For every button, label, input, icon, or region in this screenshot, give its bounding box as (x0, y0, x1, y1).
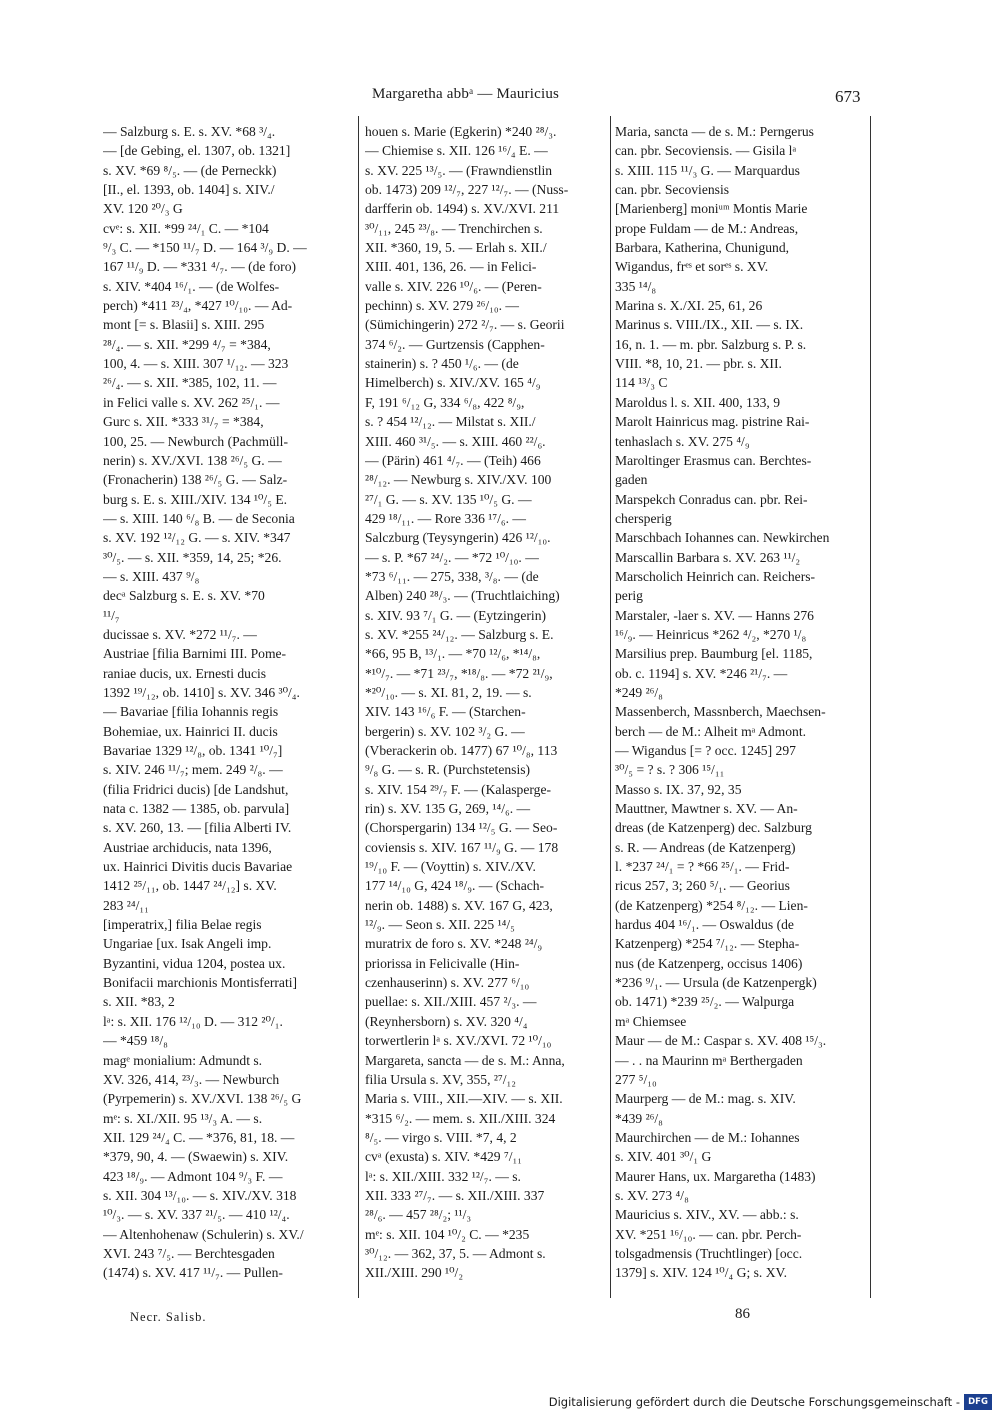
text-line: Bonifacii marchionis Montisferrati] (103, 975, 298, 991)
text-line: ob. 1473) 209 ¹²/₇, 227 ¹²/₇. — (Nuss- (365, 182, 569, 198)
column-divider-3 (870, 116, 871, 1298)
text-line: (de Katzenperg) *254 ⁸/₁₂. — Lien- (615, 897, 808, 913)
text-line: lᵃ: s. XII. 176 ¹²/₁₀ D. — 312 ²⁰/₁. (103, 1013, 283, 1029)
text-line: Marspekch Conradus can. pbr. Rei- (615, 491, 808, 507)
text-line: magᵉ monialium: Admundt s. (103, 1052, 263, 1068)
text-line: (Sümichingerin) 272 ²/₇. — s. Georii (365, 317, 565, 333)
footer-signature-left: Necr. Salisb. (130, 1310, 207, 1324)
text-line: *²⁰/₁₀. — s. XI. 81, 2, 19. — s. (365, 684, 532, 700)
text-line: XV. *251 ¹⁶/₁₀. — can. pbr. Perch- (615, 1226, 802, 1242)
text-line: Maur — de M.: Caspar s. XV. 408 ¹⁵/₃. (615, 1033, 827, 1049)
text-line: pechinn) s. XV. 279 ²⁶/₁₀. — (365, 298, 519, 314)
text-column-3 (615, 122, 868, 1283)
text-line: ob. 1471) *239 ²⁵/₂. — Walpurga (615, 994, 795, 1010)
text-line: priorissa in Felicivalle (Hin- (365, 955, 520, 971)
text-line: XIII. 401, 136, 26. — in Felici- (365, 259, 537, 275)
text-line: Masso s. IX. 37, 92, 35 (615, 781, 742, 797)
text-line: ³⁰/₅ = ? s. ? 306 ¹⁵/₁₁ (615, 762, 725, 778)
text-line: ³⁰/₁₂. — 362, 37, 5. — Admont s. (365, 1245, 546, 1261)
text-line: in Felici valle s. XV. 262 ²⁵/₁. — (103, 394, 280, 410)
text-line: mᵃ Chiemsee (615, 1013, 687, 1029)
text-line: chersperig (615, 510, 672, 526)
text-line: s. XII. 304 ¹³/₁₀. — s. XIV./XV. 318 (103, 1187, 297, 1203)
text-line: dreas (de Katzenperg) dec. Salzburg (615, 820, 812, 836)
text-line: nata c. 1382 — 1385, ob. parvula] (103, 801, 290, 817)
text-line: Wigandus, frᵉˢ et sorᵉˢ s. XV. (615, 259, 769, 275)
text-line: Maurperg — de M.: mag. s. XIV. (615, 1091, 796, 1107)
text-line: XV. 326, 414, ²³/₃. — Newburch (103, 1071, 280, 1087)
text-line: ob. c. 1194] s. XV. *246 ²¹/₇. — (615, 665, 788, 681)
text-line: XII./XIII. 290 ¹⁰/₂ (365, 1265, 464, 1281)
text-line: *379, 90, 4. — (Swaewin) s. XIV. (103, 1149, 289, 1165)
text-line: s. XIII. 115 ¹¹/₃ G. — Marquardus (615, 162, 800, 178)
text-line: Marschbach Iohannes can. Newkirchen (615, 530, 830, 546)
text-line: Byzantini, vidua 1204, postea ux. (103, 955, 286, 971)
text-line: decᵃ Salzburg s. E. s. XV. *70 (103, 588, 265, 604)
text-line: ¹²/₉. — Seon s. XII. 225 ¹⁴/₅ (365, 917, 515, 933)
text-line: (Chorspergarin) 134 ¹²/₅ G. — Seo- (365, 820, 558, 836)
text-line: nerin ob. 1488) s. XV. 167 G, 423, (365, 897, 553, 913)
text-line: s. XV. *255 ²⁴/₁₂. — Salzburg s. E. (365, 626, 554, 642)
text-line: 16, n. 1. — m. pbr. Salzburg s. P. s. (615, 336, 807, 352)
text-line: s. XV. 192 ¹²/₁₂ G. — s. XIV. *347 (103, 530, 291, 546)
text-line: Himelberch) s. XIV./XV. 165 ⁴/₉ (365, 375, 541, 391)
text-line: ²⁷/₁ G. — s. XV. 135 ¹⁰/₅ G. — (365, 491, 532, 507)
text-line: 374 ⁶/₂. — Gurtzensis (Capphen- (365, 336, 545, 352)
text-line: ²⁸/₆. — 457 ²⁸/₂; ¹¹/₃ (365, 1207, 472, 1223)
text-line: ux. Hainrici Divitis ducis Bavariae (103, 859, 293, 875)
text-line: Maria s. VIII., XII.—XIV. — s. XII. (365, 1091, 563, 1107)
text-line: perch) *411 ²³/₄, *427 ¹⁰/₁₀. — Ad- (103, 298, 293, 314)
text-line: VIII. *8, 10, 21. — pbr. s. XII. (615, 356, 782, 372)
text-line: 177 ¹⁴/₁₀ G, 424 ¹⁸/₉. — (Schach- (365, 878, 545, 894)
text-line: s. XII. *83, 2 (103, 994, 175, 1010)
text-line: darfferin ob. 1494) s. XV./XVI. 211 (365, 201, 560, 217)
text-line: *73 ⁶/₁₁. — 275, 338, ³/₈. — (de (365, 568, 539, 584)
text-line: rin) s. XV. 135 G, 269, ¹⁴/₆. — (365, 801, 531, 817)
text-line: (Fronacherin) 138 ²⁶/₅ G. — Salz- (103, 472, 288, 488)
text-line: Austriae [filia Barnimi III. Pome- (103, 646, 287, 662)
text-line: *66, 95 B, ¹³/₁. — *70 ¹²/₆, *¹⁴/₈, (365, 646, 541, 662)
text-line: (Vberackerin ob. 1477) 67 ¹⁰/₈, 113 (365, 743, 558, 758)
text-line: Bavariae 1329 ¹²/₈, ob. 1341 ¹⁰/₇] (103, 743, 283, 758)
text-line: — Altenhohenaw (Schulerin) s. XV./ (103, 1226, 304, 1242)
text-line: Maurchirchen — de M.: Iohannes (615, 1129, 800, 1145)
text-line: houen s. Marie (Egkerin) *240 ²⁸/₃. (365, 124, 557, 139)
text-line: Maroldus l. s. XII. 400, 133, 9 (615, 394, 781, 410)
text-line: perig (615, 588, 643, 604)
text-line: can. pbr. Secoviensis. — Gisila lᵃ (615, 143, 797, 159)
text-line: Gurc s. XII. *333 ³¹/₇ = *384, (103, 414, 264, 430)
text-line: ducissae s. XV. *272 ¹¹/₇. — (103, 626, 257, 642)
running-head (0, 82, 1000, 110)
text-column-1 (103, 122, 351, 1283)
text-line: [Marienberg] moniᵘᵐ Montis Marie (615, 201, 808, 217)
text-line: Bohemiae, ux. Hainrici II. ducis (103, 723, 278, 739)
text-line: mont [= s. Blasii] s. XIII. 295 (103, 317, 265, 333)
text-line: *249 ²⁶/₈ (615, 684, 663, 700)
text-line: ²⁸/₄. — s. XII. *299 ⁴/₇ = *384, (103, 336, 271, 352)
text-line: 100, 25. — Newburch (Pachmüll- (103, 433, 288, 449)
text-line: s. XV. *69 ⁸/₅. — (de Perneckk) (103, 162, 277, 178)
text-line: (Reynhersborn) s. XV. 320 ⁴/₄ (365, 1013, 528, 1029)
text-line: nerin) s. XV./XVI. 138 ²⁶/₅ G. — (103, 452, 282, 468)
text-line: 277 ⁵/₁₀ (615, 1071, 657, 1087)
text-line: Marstaler, -laer s. XV. — Hanns 276 (615, 607, 814, 623)
text-line: — Wigandus [= ? occ. 1245] 297 (615, 743, 796, 758)
text-line: ⁹/₃ C. — *150 ¹¹/₇ D. — 164 ³/₉ D. — (103, 240, 307, 256)
text-line: — Chiemise s. XII. 126 ¹⁶/₄ E. — (365, 143, 548, 159)
text-line: s. XIV. 93 ⁷/₁ G. — (Eytzingerin) (365, 607, 547, 623)
text-line: s. XV. 260, 13. — [filia Alberti IV. (103, 820, 292, 836)
text-line: XIII. 460 ³¹/₅. — s. XIII. 460 ²²/₆. (365, 433, 546, 449)
text-line: bergerin) s. XV. 102 ³/₂ G. — (365, 723, 525, 739)
text-line: — s. XIII. 437 ⁹/₈ (103, 568, 200, 584)
text-line: gaden (615, 472, 648, 488)
text-line: ³⁰/₅. — s. XII. *359, 14, 25; *26. (103, 549, 282, 565)
text-line: burg s. E. s. XIII./XIV. 134 ¹⁰/₅ E. (103, 491, 288, 507)
text-line: hardus 404 ¹⁶/₁. — Oswaldus (de (615, 917, 794, 933)
text-line: 1392 ¹⁹/₁₂, ob. 1410] s. XV. 346 ³⁰/₄. (103, 684, 300, 700)
text-line: Mauricius s. XIV., XV. — abb.: s. (615, 1207, 799, 1223)
text-line: cvᵃ (exusta) s. XIV. *429 ⁷/₁₁ (365, 1149, 522, 1165)
page-number: 673 (835, 87, 861, 106)
text-line: torwertlerin lᵃ s. XV./XVI. 72 ¹⁰/₁₀ (365, 1033, 552, 1049)
text-line: s. R. — Andreas (de Katzenperg) (615, 839, 796, 855)
text-line: ³⁰/₁₁, 245 ²³/₈. — Trenchirchen s. (365, 220, 543, 236)
text-line: — Salzburg s. E. s. XV. *68 ³/₄. (103, 124, 276, 139)
text-line: tolsgadmensis (Truchtlinger) [occ. (615, 1245, 803, 1261)
text-line: s. ? 454 ¹²/₁₂. — Milstat s. XII./ (365, 414, 536, 430)
text-line: (1474) s. XV. 417 ¹¹/₇. — Pullen- (103, 1265, 283, 1281)
text-line: — s. XIII. 140 ⁶/₈ B. — de Seconia (103, 510, 295, 526)
funding-text: Digitalisierung gefördert durch die Deutsche Forschungsgemeinschaft - (548, 1395, 960, 1409)
text-line: Marscholich Heinrich can. Reichers- (615, 568, 816, 584)
text-line: Maroltinger Erasmus can. Berchtes- (615, 452, 812, 468)
text-line: Margareta, sancta — de s. M.: Anna, (365, 1052, 565, 1068)
text-line: 283 ²⁴/₁₁ (103, 897, 149, 913)
text-line: 1379] s. XIV. 124 ¹⁰/₄ G; s. XV. (615, 1265, 787, 1281)
text-line: (Pyrpemerin) s. XV./XVI. 138 ²⁶/₅ G (103, 1091, 302, 1107)
text-line: Marolt Hainricus mag. pistrine Rai- (615, 414, 810, 430)
text-line: *¹⁰/₇. — *71 ²³/₇, *¹⁸/₈. — *72 ²¹/₉, (365, 665, 553, 681)
text-line: mᵉ: s. XII. 104 ¹⁰/₂ C. — *235 (365, 1226, 530, 1242)
text-line: XVI. 243 ⁷/₅. — Berchtesgaden (103, 1245, 275, 1261)
text-line: Alben) 240 ²⁸/₃. — (Truchtlaiching) (365, 588, 560, 604)
text-line: — [de Gebing, el. 1307, ob. 1321] (103, 143, 291, 159)
funding-bar (0, 1392, 1000, 1417)
text-line: *315 ⁶/₂. — mem. s. XII./XIII. 324 (365, 1110, 556, 1126)
text-line: s. XIV. 246 ¹¹/₇; mem. 249 ²/₈. — (103, 762, 283, 778)
text-line: raniae ducis, ux. Ernesti ducis (103, 665, 267, 681)
text-line: 167 ¹¹/₉ D. — *331 ⁴/₇. — (de foro) (103, 259, 297, 275)
text-line: ²⁶/₄. — s. XII. *385, 102, 11. — (103, 375, 277, 391)
text-line: ¹⁰/₃. — s. XV. 337 ²¹/₅. — 410 ¹²/₄. (103, 1207, 290, 1223)
text-line: XII. 333 ²⁷/₇. — s. XII./XIII. 337 (365, 1187, 545, 1203)
text-line: prope Fuldam — de M.: Andreas, (615, 220, 799, 236)
text-line: lᵃ: s. XII./XIII. 332 ¹²/₇. — s. (365, 1168, 521, 1184)
text-line: Marscallin Barbara s. XV. 263 ¹¹/₂ (615, 549, 801, 565)
text-line: — *459 ¹⁸/₈ (103, 1033, 168, 1049)
text-line: 100, 4. — s. XIII. 307 ¹/₁₂. — 323 (103, 356, 289, 372)
text-line: ¹⁶/₉. — Heinricus *262 ⁴/₂, *270 ¹/₈ (615, 626, 807, 642)
text-line: 1412 ²⁵/₁₁, ob. 1447 ²⁴/₁₂] s. XV. (103, 878, 277, 894)
text-line: ricus 257, 3; 260 ⁵/₁. — Georius (615, 878, 790, 894)
text-line: nus (de Katzenperg, occisus 1406) (615, 955, 803, 971)
text-line: ⁸/₅. — virgo s. VIII. *7, 4, 2 (365, 1129, 517, 1145)
text-line: 114 ¹³/₃ C (615, 375, 668, 391)
text-line: 429 ¹⁸/₁₁. — Rore 336 ¹⁷/₆. — (365, 510, 526, 526)
text-line: — s. P. *67 ²⁴/₂. — *72 ¹⁰/₁₀. — (365, 549, 539, 565)
text-line: mᵉ: s. XI./XII. 95 ¹³/₃ A. — s. (103, 1110, 263, 1126)
text-line: can. pbr. Secoviensis (615, 182, 730, 198)
text-line: [II., el. 1393, ob. 1404] s. XIV./ (103, 182, 275, 198)
text-line: cvᵉ: s. XII. *99 ²⁴/₁ C. — *104 (103, 220, 269, 236)
text-line: ¹¹/₇ (103, 607, 120, 623)
text-line: Maria, sancta — de s. M.: Perngerus (615, 124, 814, 139)
text-line: valle s. XIV. 226 ¹⁰/₆. — (Peren- (365, 278, 542, 294)
text-column-2 (365, 122, 612, 1283)
text-line: Katzenperg) *254 ⁷/₁₂. — Stepha- (615, 936, 800, 952)
text-line: XII. *360, 19, 5. — Erlah s. XII./ (365, 240, 547, 256)
text-line: filia Ursula s. XV, 355, ²⁷/₁₂ (365, 1071, 516, 1087)
text-line: *439 ²⁶/₈ (615, 1110, 663, 1126)
text-line: — Bavariae [filia Iohannis regis (103, 704, 279, 720)
text-line: Massenberch, Massnberch, Maechsen- (615, 704, 826, 720)
text-line: l. *237 ²⁴/₁ = ? *66 ²⁵/₁. — Frid- (615, 859, 790, 875)
text-line: XIV. 143 ¹⁶/₆ F. — (Starchen- (365, 704, 526, 720)
text-line: ²⁸/₁₂. — Newburg s. XIV./XV. 100 (365, 472, 552, 488)
text-line: Austriae archiducis, nata 1396, (103, 839, 272, 855)
text-line: coviensis s. XIV. 167 ¹¹/₉ G. — 178 (365, 839, 559, 855)
text-line: XII. 129 ²⁴/₄ C. — *376, 81, 18. — (103, 1129, 295, 1145)
text-line: s. XIV. 401 ³⁰/₁ G (615, 1149, 712, 1165)
text-line: s. XIV. 154 ²⁹/₇ F. — (Kalasperge- (365, 781, 552, 797)
dfg-logo: DFG (964, 1394, 992, 1410)
footer-signature-number: 86 (735, 1306, 750, 1322)
column-divider-1 (358, 116, 359, 1298)
text-line: czenhauserinn) s. XV. 277 ⁶/₁₀ (365, 975, 530, 991)
text-line: 335 ¹⁴/₈ (615, 278, 657, 294)
text-line: s. XV. 225 ¹³/₅. — (Frawndienstlin (365, 162, 553, 178)
text-line: *236 ⁹/₁. — Ursula (de Katzenpergk) (615, 975, 817, 991)
text-line: puellae: s. XII./XIII. 457 ²/₃. — (365, 994, 537, 1010)
text-line: tenhaslach s. XV. 275 ⁴/₉ (615, 433, 750, 449)
text-line: [imperatrix,] filia Belae regis (103, 917, 262, 933)
text-line: Ungariae [ux. Isak Angeli imp. (103, 936, 272, 952)
text-line: (filia Fridrici ducis) [de Landshut, (103, 781, 289, 797)
text-line: XV. 120 ²⁰/₃ G (103, 201, 183, 217)
text-line: muratrix de foro s. XV. *248 ²⁴/₉ (365, 936, 543, 952)
text-line: F, 191 ⁶/₁₂ G, 334 ⁶/₈, 422 ⁸/₉, (365, 394, 525, 410)
text-line: Marinus s. VIII./IX., XII. — s. IX. (615, 317, 804, 333)
text-line: Salczburg (Teysyngerin) 426 ¹²/₁₀. (365, 530, 551, 546)
text-line: s. XV. 273 ⁴/₈ (615, 1187, 689, 1203)
text-line: s. XIV. *404 ¹⁶/₁. — (de Wolfes- (103, 278, 280, 294)
text-line: Maurer Hans, ux. Margaretha (1483) (615, 1168, 816, 1184)
text-line: — (Pärin) 461 ⁴/₇. — (Teih) 466 (365, 452, 541, 468)
text-line: Marina s. X./XI. 25, 61, 26 (615, 298, 763, 314)
text-line: Marsilius prep. Baumburg [el. 1185, (615, 646, 813, 662)
text-line: ⁹/₈ G. — s. R. (Purchstetensis) (365, 762, 531, 778)
text-line: berch — de M.: Alheit mᵃ Admont. (615, 723, 806, 739)
text-line: stainerin) s. ? 450 ¹/₆. — (de (365, 356, 519, 372)
running-title: Margaretha abbᵃ — Mauricius (372, 86, 560, 102)
text-line: 423 ¹⁸/₉. — Admont 104 ⁹/₃ F. — (103, 1168, 283, 1184)
text-line: Barbara, Katherina, Chunigund, (615, 240, 790, 256)
text-line: ¹⁹/₁₀ F. — (Voyttin) s. XIV./XV. (365, 859, 536, 875)
text-line: Mauttner, Mawtner s. XV. — An- (615, 801, 798, 817)
text-line: — . . na Maurinn mᵃ Berthergaden (615, 1052, 803, 1068)
